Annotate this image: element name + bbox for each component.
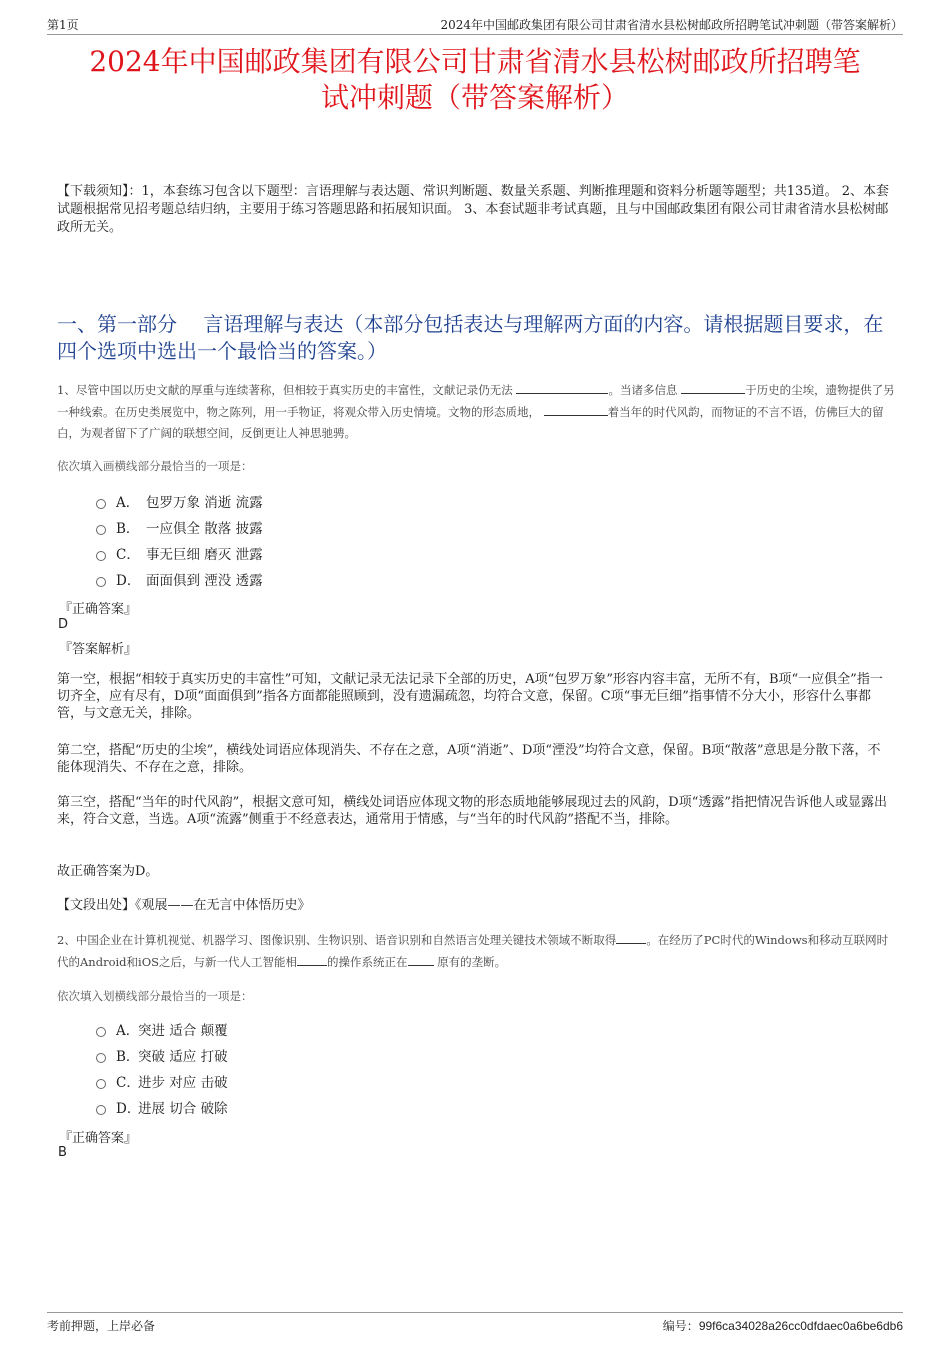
- q2-instruction: 依次填入划横线部分最恰当的一项是：: [57, 989, 253, 1003]
- radio-icon[interactable]: [96, 551, 106, 561]
- id-label: 编号：: [662, 1319, 699, 1333]
- q1-option-a[interactable]: [96, 488, 263, 514]
- question-1-stem: [57, 379, 895, 444]
- option-text: 包罗万象 消逝 流露: [146, 495, 263, 511]
- q1-answer: D: [58, 617, 69, 632]
- q2-blank-1: [616, 929, 646, 944]
- q2-stem-part-d: 原有的垄断。: [437, 955, 507, 969]
- q2-blank-2: [297, 951, 327, 966]
- q1-source: 【文段出处】《观展——在无言中体悟历史》: [57, 898, 311, 913]
- q1-analysis-label: 『答案解析』: [59, 642, 138, 657]
- q1-analysis-paragraph-1: 第一空，根据“相较于真实历史的丰富性”可知，文献记录无法记录下全部的历史，A项“包罗万象”形容内容丰富，无所不有，B项“一应俱全”指一切齐全，应有尽有，D项“面面俱到”指各方面都能照顾到，没有遗漏疏忽，均符合文意，保留。C项“事无巨细”指事情不分大小，形容什么事都管，与文意无关，排除。: [57, 672, 883, 721]
- q1-blank-1: [516, 379, 608, 394]
- q2-stem-part-a: 2、中国企业在计算机视觉、机器学习、图像识别、生物识别、语音识别和自然语言处理关键技术领域不断取得: [57, 933, 617, 947]
- q1-instruction: 依次填入画横线部分最恰当的一项是：: [57, 459, 253, 473]
- q2-option-c[interactable]: [96, 1068, 228, 1094]
- footer-slogan: 考前押题，上岸必备: [47, 1319, 156, 1333]
- q1-stem-part-a: 1、尽管中国以历史文献的厚重与连续著称，但相较于真实历史的丰富性，文献记录仍无法: [57, 383, 513, 397]
- option-text: 一应俱全 散落 披露: [146, 521, 263, 537]
- page-header: [47, 14, 903, 35]
- q2-option-b[interactable]: [96, 1042, 228, 1068]
- option-text: 进步 对应 击破: [138, 1075, 228, 1091]
- radio-icon[interactable]: [96, 525, 106, 535]
- q1-analysis-paragraph-4: 故正确答案为D。: [57, 864, 159, 879]
- option-letter: D．: [116, 1101, 141, 1117]
- q2-option-d[interactable]: [96, 1094, 228, 1120]
- radio-icon[interactable]: [96, 1027, 106, 1037]
- q1-analysis-paragraph-3: 第三空，搭配“当年的时代风韵”，根据文意可知，横线处词语应体现文物的形态质地能够展现过去的风韵，D项“透露”指把情况告诉他人或显露出来，符合文意，当选。A项“流露”侧重于不经意表达，通常用于情感，与“当年的时代风韵”搭配不当，排除。: [57, 795, 888, 827]
- q2-stem-part-b: 。在经历了PC时代的Windows和移动互联网时代的Android和iOS之后，与新一代人工智能相: [57, 933, 889, 969]
- document-id: [663, 1317, 903, 1334]
- page-number: 第1页: [47, 18, 79, 32]
- q1-stem-part-b: 。当诸多信息: [608, 383, 678, 397]
- radio-icon[interactable]: [96, 577, 106, 587]
- q2-answer: B: [58, 1145, 67, 1160]
- q1-options: [96, 488, 263, 592]
- q1-stem-part-c: 于历史的尘埃，遗物提供了另一种线索。在历史类展览中，物之陈列，用一手物证，将观众带入历史情境。文物的形态质地，: [57, 383, 895, 419]
- q1-stem-part-d: 着当年的时代风韵，而物证的不言不语，仿佛巨大的留白，为观者留下了广阔的联想空间，反倒更让人神思驰骋。: [57, 405, 884, 440]
- q1-blank-2: [681, 379, 745, 394]
- option-letter: B．: [116, 521, 140, 537]
- q1-analysis-paragraph-2: 第二空，搭配“历史的尘埃”，横线处词语应体现消失、不存在之意，A项“消逝”、D项“湮没”均符合文意，保留。B项“散落”意思是分散下落，不能体现消失、不存在之意，排除。: [57, 743, 881, 775]
- id-value: 99f6ca34028a26cc0dfdaec0a6be6db6: [698, 1319, 903, 1333]
- option-text: 突进 适合 颠覆: [138, 1023, 228, 1039]
- option-letter: D．: [116, 573, 141, 589]
- title-line-1: 2024年中国邮政集团有限公司甘肃省清水县松树邮政所招聘笔: [89, 45, 861, 78]
- running-title: 2024年中国邮政集团有限公司甘肃省清水县松树邮政所招聘笔试冲刺题（带答案解析）: [440, 18, 903, 32]
- radio-icon[interactable]: [96, 1105, 106, 1115]
- download-notice: 【下载须知】：1，本套练习包含以下题型：言语理解与表达题、常识判断题、数量关系题、判断推理题和资料分析题等题型；共135道。 2、本套试题根据常见招考题总结归纳，主要用于练习答题思路和拓展知识面。 3、本套试题非考试真题，且与中国邮政集团有限公司甘肃省清水县松树邮政所无关。: [57, 184, 889, 235]
- document-title: [47, 44, 903, 116]
- q1-option-c[interactable]: [96, 540, 263, 566]
- option-text: 突破 适应 打破: [138, 1049, 228, 1065]
- radio-icon[interactable]: [96, 1079, 106, 1089]
- option-letter: C．: [116, 547, 140, 563]
- question-2-stem: [57, 929, 895, 973]
- radio-icon[interactable]: [96, 1053, 106, 1063]
- q1-option-d[interactable]: [96, 566, 263, 592]
- title-line-2: 试冲刺题（带答案解析）: [320, 81, 629, 114]
- option-text: 面面俱到 湮没 透露: [146, 573, 263, 589]
- q2-options: [96, 1016, 228, 1120]
- radio-icon[interactable]: [96, 499, 106, 509]
- option-letter: A．: [116, 1023, 140, 1039]
- q1-option-b[interactable]: [96, 514, 263, 540]
- q1-blank-3: [544, 401, 608, 416]
- q2-option-a[interactable]: [96, 1016, 228, 1042]
- section-heading: 一、第一部分 言语理解与表达（本部分包括表达与理解两方面的内容。请根据题目要求，在四个选项中选出一个最恰当的答案。）: [57, 312, 884, 363]
- option-letter: B．: [116, 1049, 140, 1065]
- option-text: 事无巨细 磨灭 泄露: [146, 547, 263, 563]
- q1-answer-label: 『正确答案』: [59, 602, 138, 617]
- page-footer: [47, 1312, 903, 1335]
- q2-stem-part-c: 的操作系统正在: [327, 955, 408, 969]
- q2-blank-3: [408, 951, 434, 966]
- option-letter: A．: [116, 495, 140, 511]
- option-text: 进展 切合 破除: [138, 1101, 228, 1117]
- option-letter: C．: [116, 1075, 140, 1091]
- q2-answer-label: 『正确答案』: [59, 1131, 138, 1146]
